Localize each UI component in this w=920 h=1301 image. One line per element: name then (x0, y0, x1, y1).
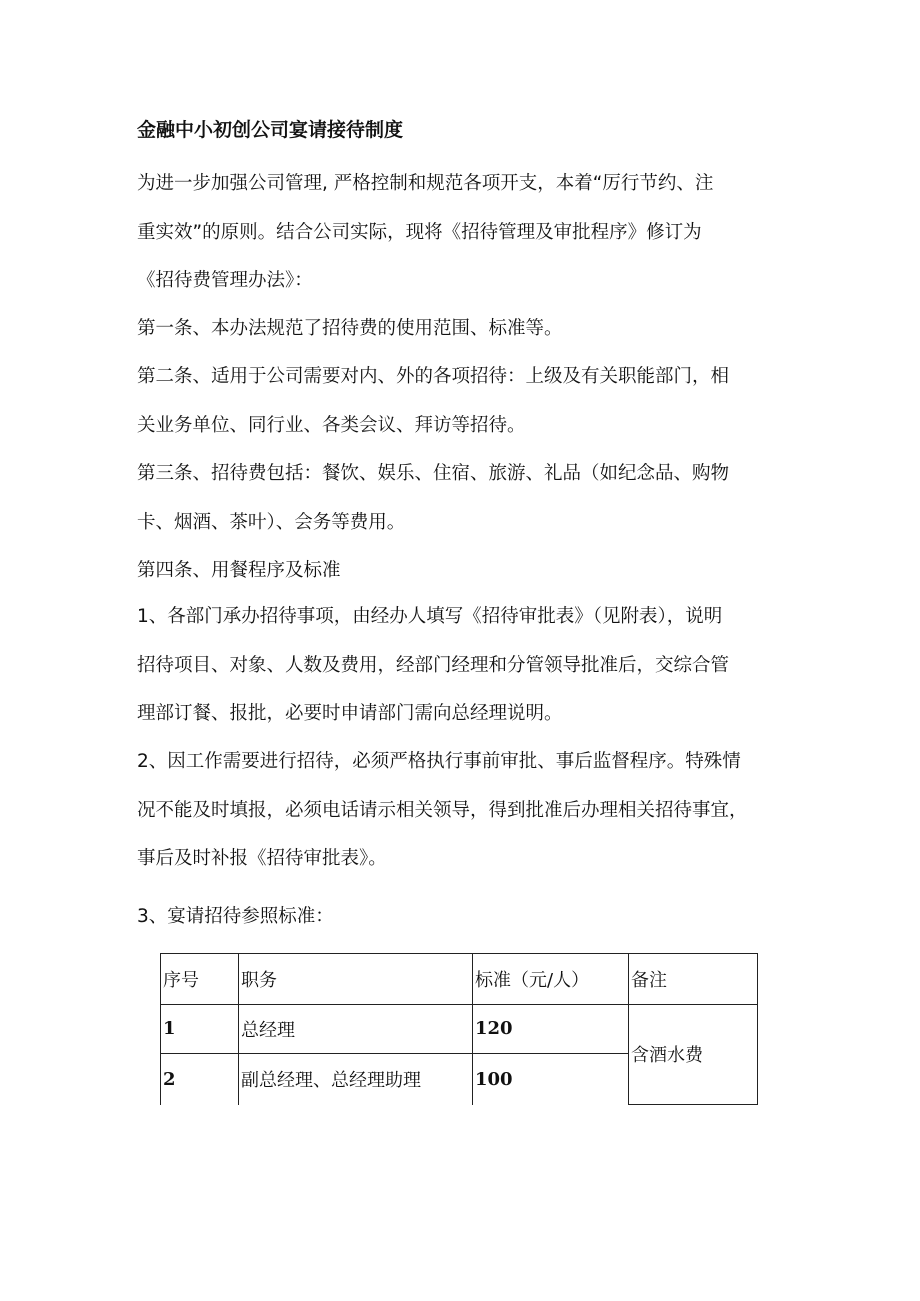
table-cell-position: 总经理 (241, 1019, 295, 1041)
document-title: 金融中小初创公司宴请接待制度 (137, 119, 404, 141)
table-header-standard: 标准（元/人） (475, 969, 590, 991)
item-3-line: 3、宴请招待参照标准： (137, 906, 334, 927)
item-3 (137, 893, 797, 942)
table-cell-remark: 含酒水费 (631, 1045, 703, 1066)
article-2-line: 第二条、适用于公司需要对内、外的各项招待：上级及有关职能部门，相 (137, 366, 730, 387)
article-2 (137, 353, 797, 450)
table-header-no: 序号 (163, 969, 199, 991)
intro-line: 为进一步加强公司管理, 严格控制和规范各项开支，本着“厉行节约、注 (137, 173, 714, 194)
article-1-line: 第一条、本办法规范了招待费的使用范围、标准等。 (137, 318, 563, 339)
item-2-line: 事后及时补报《招待审批表》。 (137, 848, 387, 869)
table-header-position: 职务 (241, 969, 277, 991)
article-4 (137, 547, 797, 596)
intro-line: 《招待费管理办法》： (137, 270, 313, 291)
item-2-line: 况不能及时填报，必须电话请示相关领导，得到批准后办理相关招待事宜， (137, 799, 748, 821)
table-cell-position: 副总经理、总经理助理 (241, 1070, 421, 1091)
article-2-line: 关业务单位、同行业、各类会议、拜访等招待。 (137, 414, 526, 436)
item-2-line: 2、因工作需要进行招待，必须严格执行事前审批、事后监督程序。特殊情 (137, 751, 741, 772)
article-3 (137, 450, 797, 547)
intro-line: 重实效”的原则。结合公司实际，现将《招待管理及审批程序》修订为 (137, 221, 702, 243)
item-1-line: 招待项目、对象、人数及费用，经部门经理和分管领导批准后，交综合管 (137, 654, 730, 676)
item-1 (137, 593, 797, 739)
table-cell-no: 2 (163, 1068, 176, 1090)
table-cell-no: 1 (163, 1018, 176, 1039)
intro-paragraph (137, 160, 797, 306)
item-2 (137, 738, 797, 884)
standards-table (160, 953, 758, 1105)
table-border (628, 1104, 758, 1105)
table-header-remark: 备注 (631, 969, 667, 991)
table-cell-standard: 100 (475, 1068, 513, 1090)
table-cell-standard: 120 (475, 1018, 513, 1039)
article-3-line: 卡、烟酒、茶叶）、会务等费用。 (137, 511, 406, 533)
article-3-line: 第三条、招待费包括：餐饮、娱乐、住宿、旅游、礼品（如纪念品、购物 (137, 463, 730, 484)
article-1 (137, 305, 797, 354)
item-1-line: 1、各部门承办招待事项，由经办人填写《招待审批表》（见附表），说明 (137, 606, 723, 627)
article-4-line: 第四条、用餐程序及标准 (137, 560, 341, 581)
item-1-line: 理部订餐、报批，必要时申请部门需向总经理说明。 (137, 703, 563, 724)
